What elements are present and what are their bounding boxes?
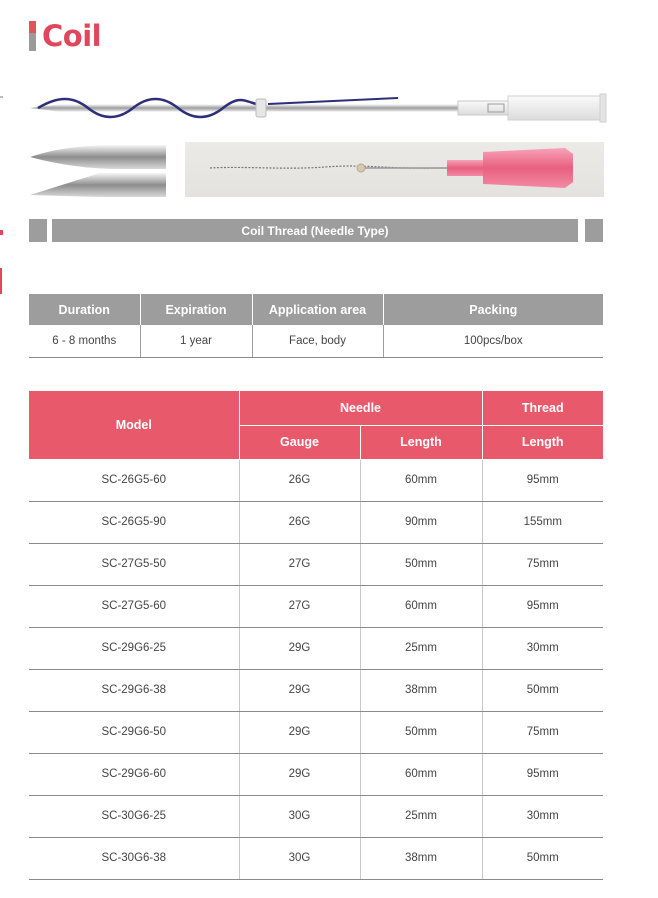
table-row [29,669,603,711]
cell-model: SC-30G6-38 [29,837,239,879]
header-needle: Needle [239,391,482,425]
table-row [29,585,603,627]
cell-model: SC-30G6-25 [29,795,239,837]
section-bar-left [29,219,47,242]
spec-header-packing: Packing [383,294,603,325]
cell-gauge: 30G [239,837,360,879]
cell-needle-length: 38mm [360,837,482,879]
spec-header-row [29,294,603,325]
cell-thread-length: 95mm [482,459,603,501]
cell-thread-length: 75mm [482,543,603,585]
spec-header-expiration: Expiration [140,294,252,325]
cell-needle-length: 50mm [360,711,482,753]
header-model: Model [29,391,239,459]
cell-thread-length: 95mm [482,585,603,627]
cell-model: SC-29G6-50 [29,711,239,753]
spec-value-row [29,325,603,357]
coil-needle-illustration [28,86,608,130]
edge-mark [0,96,3,98]
model-header-row [29,391,603,425]
pink-needle-illustration [185,142,604,197]
spec-header-duration: Duration [29,294,140,325]
cell-gauge: 29G [239,711,360,753]
edge-mark [0,268,2,294]
header-thread: Thread [482,391,603,425]
cell-thread-length: 50mm [482,669,603,711]
cell-needle-length: 38mm [360,669,482,711]
cell-gauge: 30G [239,795,360,837]
cell-model: SC-27G5-60 [29,585,239,627]
product-photo [185,142,604,197]
title-block [29,18,101,54]
table-row [29,795,603,837]
spec-packing: 100pcs/box [383,325,603,357]
cell-needle-length: 60mm [360,459,482,501]
cell-thread-length: 50mm [482,837,603,879]
table-row [29,459,603,501]
cell-gauge: 29G [239,669,360,711]
table-row [29,753,603,795]
cell-thread-length: 155mm [482,501,603,543]
model-table [29,391,603,880]
cell-needle-length: 60mm [360,753,482,795]
cell-model: SC-29G6-38 [29,669,239,711]
spec-application-area: Face, body [252,325,383,357]
cell-model: SC-26G5-60 [29,459,239,501]
cell-needle-length: 60mm [360,585,482,627]
cell-gauge: 27G [239,543,360,585]
table-row [29,711,603,753]
cell-thread-length: 30mm [482,627,603,669]
cell-gauge: 26G [239,501,360,543]
cell-needle-length: 50mm [360,543,482,585]
edge-mark [0,230,3,235]
cell-needle-length: 90mm [360,501,482,543]
cell-gauge: 29G [239,627,360,669]
page-title: Coil [42,19,102,53]
table-row [29,837,603,879]
spec-expiration: 1 year [140,325,252,357]
header-needle-length: Length [360,425,482,459]
cell-model: SC-27G5-50 [29,543,239,585]
cell-model: SC-26G5-90 [29,501,239,543]
section-label-bar: Coil Thread (Needle Type) [52,219,578,242]
title-accent-bar [29,21,36,51]
spec-header-application-area: Application area [252,294,383,325]
cell-model: SC-29G6-60 [29,753,239,795]
cell-gauge: 29G [239,753,360,795]
needle-tip-illustration [30,143,166,198]
table-row [29,543,603,585]
cell-needle-length: 25mm [360,795,482,837]
cell-thread-length: 75mm [482,711,603,753]
table-row [29,627,603,669]
cell-gauge: 26G [239,459,360,501]
spec-table [29,294,603,358]
cell-gauge: 27G [239,585,360,627]
cell-model: SC-29G6-25 [29,627,239,669]
cell-thread-length: 95mm [482,753,603,795]
section-bar-right [585,219,603,242]
header-gauge: Gauge [239,425,360,459]
spec-duration: 6 - 8 months [29,325,140,357]
cell-thread-length: 30mm [482,795,603,837]
header-thread-length: Length [482,425,603,459]
cell-needle-length: 25mm [360,627,482,669]
table-row [29,501,603,543]
